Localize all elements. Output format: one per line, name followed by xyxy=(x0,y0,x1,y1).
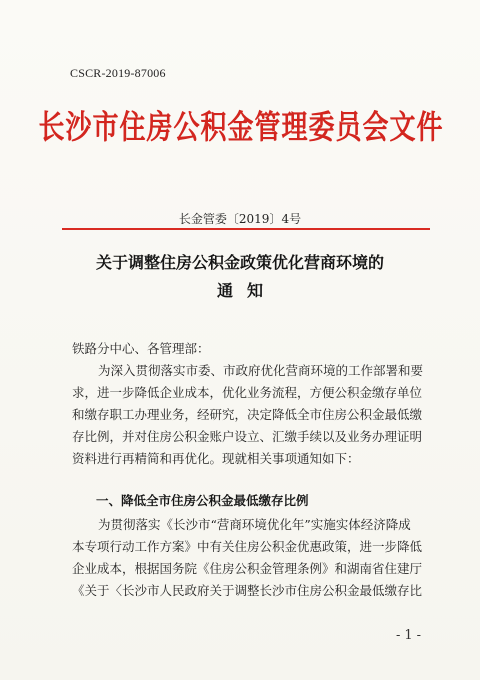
paragraph-2-line: 企业成本，根据国务院《住房公积金管理条例》和湖南省住建厅 xyxy=(72,561,423,576)
paragraph-1-line: 资料进行再精简和再优化。现就相关事项通知如下： xyxy=(72,451,360,466)
section-1-heading: 一、降低全市住房公积金最低缴存比例 xyxy=(96,493,309,508)
paragraph-1 xyxy=(72,360,424,470)
notice-heading-line-1: 关于调整住房公积金政策优化营商环境的 xyxy=(95,253,384,272)
red-divider-line xyxy=(62,228,430,230)
page-number: -1- xyxy=(396,628,426,643)
paragraph-1-line: 为深入贯彻落实市委、市政府优化营商环境的工作部署和要 xyxy=(98,363,424,378)
document-code: CSCR-2019-87006 xyxy=(70,66,166,80)
issuer-title: 长沙市住房公积金管理委员会文件 xyxy=(38,109,444,147)
paragraph-2-line: 本专项行动工作方案》中有关住房公积金优惠政策，进一步降低 xyxy=(72,539,423,554)
paragraph-1-line: 求，进一步降低企业成本，优化业务流程，方便公积金缴存单位 xyxy=(72,385,423,400)
paragraph-2-line: 《关于〈长沙市人民政府关于调整长沙市住房公积金最低缴存比 xyxy=(72,583,423,598)
salutation: 铁路分中心、各管理部： xyxy=(72,341,210,356)
notice-heading-line-2: 通知 xyxy=(216,281,277,300)
reference-number: 长金管委〔2019〕4号 xyxy=(178,212,302,226)
paragraph-1-line: 和缴存职工办理业务，经研究，决定降低全市住房公积金最低缴 xyxy=(72,407,423,422)
paragraph-2-line: 为贯彻落实《长沙市“营商环境优化年”实施实体经济降成 xyxy=(98,517,411,532)
paragraph-1-line: 存比例，并对住房公积金账户设立、汇缴手续以及业务办理证明 xyxy=(72,429,423,444)
paragraph-2 xyxy=(72,514,423,602)
